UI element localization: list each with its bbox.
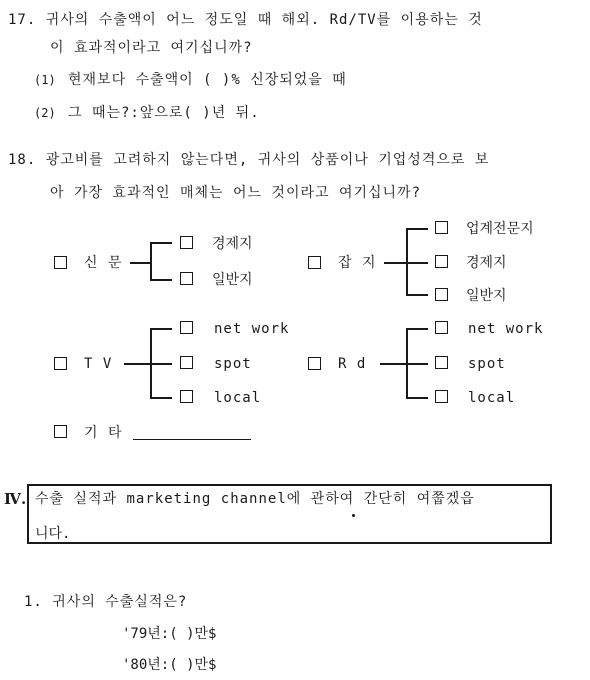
tv-spot-checkbox[interactable] [180, 356, 193, 369]
bracket-line [150, 279, 172, 281]
magazine-label: 잡 지 [338, 255, 377, 271]
q17-opt1-text: 현재보다 수출액이 ( )% 신장되었을 때 [68, 72, 347, 88]
newspaper-economic-checkbox[interactable] [180, 236, 193, 249]
radio-sub-label: net work [468, 321, 544, 337]
bracket-line [150, 397, 172, 399]
bracket-line [150, 328, 172, 330]
bracket-line [406, 294, 428, 296]
magazine-general-checkbox[interactable] [435, 288, 448, 301]
newspaper-checkbox[interactable] [54, 256, 67, 269]
other-label: 기 타 [84, 425, 123, 441]
magazine-economic-checkbox[interactable] [435, 255, 448, 268]
bracket-line [406, 262, 428, 264]
tv-sub-label: spot [214, 356, 252, 372]
bracket-line [124, 363, 150, 365]
radio-sub-label: local [468, 390, 516, 406]
magazine-trade-checkbox[interactable] [435, 221, 448, 234]
q1-row-79: '79년:( )만$ [122, 626, 217, 642]
magazine-checkbox[interactable] [308, 256, 321, 269]
scan-speck [352, 514, 355, 517]
newspaper-label: 신 문 [84, 255, 123, 271]
bracket-line [384, 262, 406, 264]
radio-network-checkbox[interactable] [435, 321, 448, 334]
q17-line2: 이 효과적이라고 여기십니까? [50, 40, 253, 56]
newspaper-sub-label: 경제지 [212, 236, 253, 252]
bracket-line [406, 328, 428, 330]
tv-local-checkbox[interactable] [180, 390, 193, 403]
tv-sub-label: net work [214, 321, 290, 337]
tv-network-checkbox[interactable] [180, 321, 193, 334]
tv-label: T V [84, 356, 113, 372]
bracket-line [150, 242, 172, 244]
tv-sub-label: local [214, 390, 262, 406]
newspaper-general-checkbox[interactable] [180, 272, 193, 285]
q18-line2: 아 가장 효과적인 매체는 어느 것이라고 여기십니까? [50, 185, 422, 201]
other-fill-in-line[interactable] [133, 439, 251, 440]
magazine-sub-label: 업계전문지 [466, 221, 534, 237]
magazine-sub-label: 경제지 [466, 255, 507, 271]
other-checkbox[interactable] [54, 425, 67, 438]
section-line2: 니다. [35, 526, 71, 542]
bracket-line [150, 242, 152, 280]
radio-local-checkbox[interactable] [435, 390, 448, 403]
bracket-line [130, 262, 150, 264]
q18-line1: 18. 광고비를 고려하지 않는다면, 귀사의 상품이나 기업성격으로 보 [8, 152, 490, 168]
bracket-line [406, 228, 428, 230]
radio-spot-checkbox[interactable] [435, 356, 448, 369]
q17-opt2-number: (2) [34, 106, 56, 120]
bracket-line [150, 363, 172, 365]
tv-checkbox[interactable] [54, 357, 67, 370]
q1-title: 1. 귀사의 수출실적은? [24, 594, 188, 610]
bracket-line [406, 397, 428, 399]
radio-checkbox[interactable] [308, 357, 321, 370]
bracket-line [380, 363, 406, 365]
magazine-sub-label: 일반지 [466, 288, 507, 304]
q17-opt2-text: 그 때는?:앞으로( )년 뒤. [68, 105, 260, 121]
radio-label: R d [338, 356, 367, 372]
q17-opt1-number: (1) [34, 73, 56, 87]
newspaper-sub-label: 일반지 [212, 272, 253, 288]
section-line1: 수출 실적과 marketing channel에 관하여 간단히 여쭙겠읍 [35, 491, 475, 507]
q1-row-80: '80년:( )만$ [122, 657, 217, 673]
radio-sub-label: spot [468, 356, 506, 372]
q17-line1: 17. 귀사의 수출액이 어느 정도일 때 해외. Rd/TV를 이용하는 것 [8, 12, 483, 28]
section-numeral: Ⅳ. [4, 490, 27, 508]
bracket-line [406, 363, 428, 365]
